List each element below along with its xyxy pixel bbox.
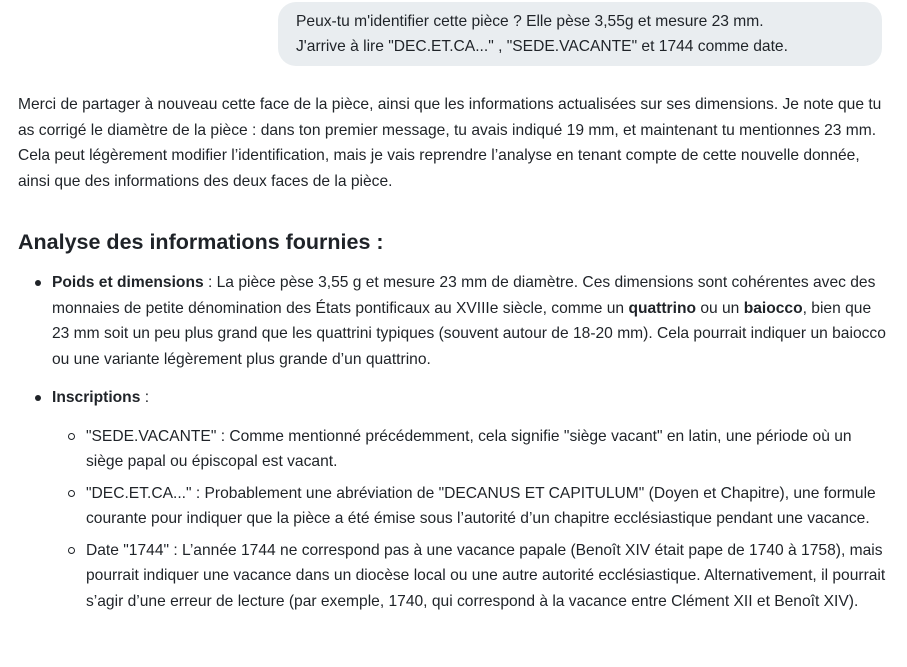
user-message-bubble [278,2,882,66]
list-item-inscriptions: Inscriptions : "SEDE.VACANTE" : Comme mentionné précédemment, cela signifie "siège vacant" en latin, une période où un siège papal ou épiscopal est vacant. "DEC.ET.CA..." : Probablement une abréviation de "DECANUS ET CAPITULUM" (Doyen et Chapitre), une formule courante pour indiquer que la pièce a été émise sous l’autorité d’un chapitre ecclésiastique pendant une vacance. Date "1744" : L’année 1744 ne correspond pas à une vacance papale (Benoît XIV était pape de 1740 à 1758), mais pourrait indiquer une vacance dans un diocèse local ou une autre autorité ecclésiastique. Alternativement, il pourrait s’agir d’une erreur de lecture (par exemple, 1740, qui correspond à la vacance entre Clément XII et Benoît XIV). [18,385,888,614]
term-baiocco: baiocco [743,299,803,317]
sublist-item: "DEC.ET.CA..." : Probablement une abréviation de "DECANUS ET CAPITULUM" (Doyen et Chapitre), une formule courante pour indiquer que la pièce a été émise sous l’autorité d’un chapitre ecclésiastique pendant une vacance. [52,481,888,532]
section-heading: Analyse des informations fournies : [18,230,384,254]
term-quattrino: quattrino [628,299,696,317]
label-poids: Poids et dimensions [52,274,204,291]
analysis-list [18,270,888,614]
assistant-response [18,92,888,614]
sublist-item: "SEDE.VACANTE" : Comme mentionné précédemment, cela signifie "siège vacant" en latin, une période où un siège papal ou épiscopal est vacant. [52,424,888,475]
list-item-poids: Poids et dimensions : La pièce pèse 3,55 g et mesure 23 mm de diamètre. Ces dimensions sont cohérentes avec des monnaies de petite dénomination des États pontificaux au XVIIIe siècle, comme un quattrino ou un baiocco, bien que 23 mm soit un peu plus grand que les quattrini typiques (souvent autour de 18-20 mm). Cela pourrait indiquer un baiocco ou une variante légèrement plus grande d’un quattrino. [18,270,888,372]
label-inscriptions: Inscriptions [52,389,141,406]
user-message-line: J'arrive à lire "DEC.ET.CA..." , "SEDE.VACANTE" et 1744 comme date. [296,38,788,55]
user-message-line: Peux-tu m'identifier cette pièce ? Elle pèse 3,55g et mesure 23 mm. [296,13,764,30]
intro-paragraph: Merci de partager à nouveau cette face de la pièce, ainsi que les informations actualisées sur ses dimensions. Je note que tu as corrigé le diamètre de la pièce : dans ton premier message, tu avais indiqué 19 mm, et maintenant tu mentionnes 23 mm. Cela peut légèrement modifier l’identification, mais je vais reprendre l’analyse en tenant compte de cette nouvelle donnée, ainsi que des informations des deux faces de la pièce. [18,96,882,190]
sublist-item: Date "1744" : L’année 1744 ne correspond pas à une vacance papale (Benoît XIV était pape de 1740 à 1758), mais pourrait indiquer une vacance dans un diocèse local ou une autre autorité ecclésiastique. Alternativement, il pourrait s’agir d’une erreur de lecture (par exemple, 1740, qui correspond à la vacance entre Clément XII et Benoît XIV). [52,538,888,615]
inscriptions-sublist [52,424,888,615]
